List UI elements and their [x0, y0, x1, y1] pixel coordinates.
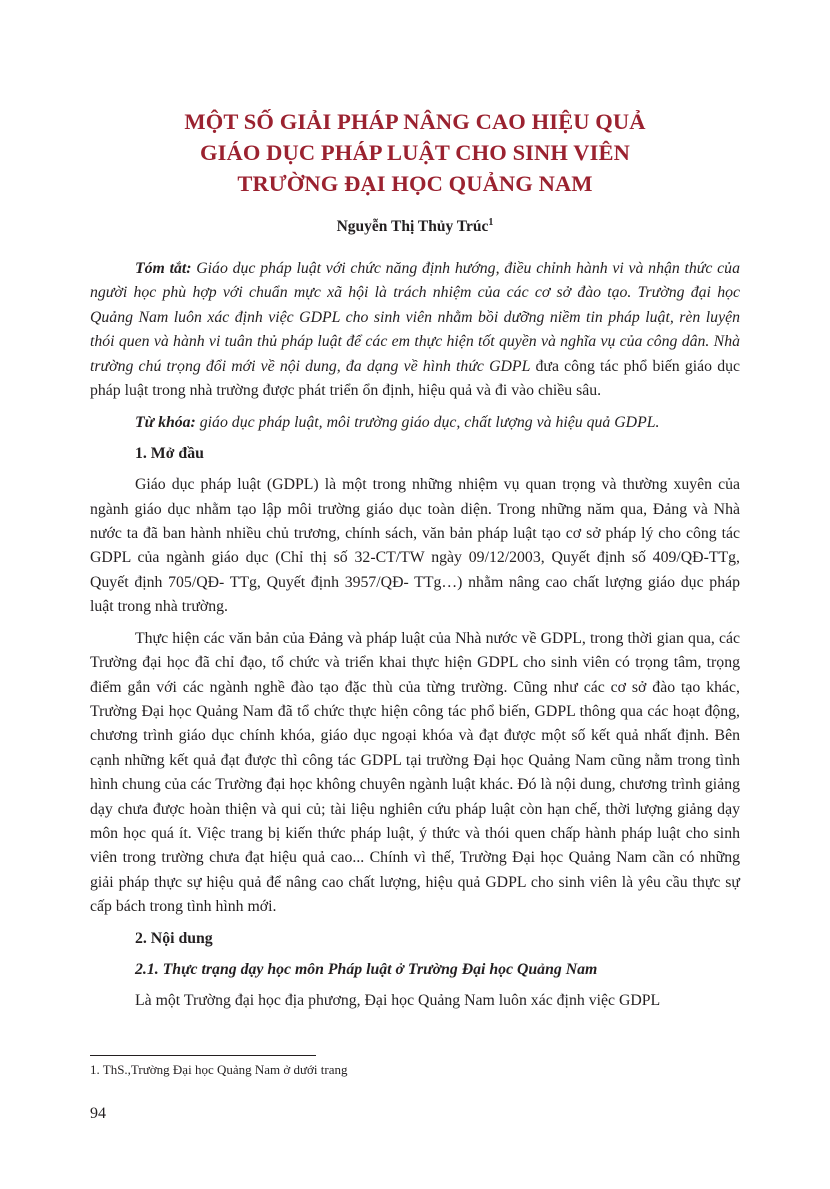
keywords-label: Từ khóa:	[135, 414, 196, 432]
page-number: 94	[90, 1105, 106, 1122]
abstract-label: Tóm tắt:	[135, 260, 192, 277]
abstract-text-tail: đưa công tác phổ biến giáo dục pháp luật trong nhà trường được phát triển ổn định, hiệu quả và đi vào chiều sâu.	[90, 357, 741, 400]
section-heading-intro: 1. Mở đầu	[135, 444, 204, 462]
paragraph: Là một Trường đại học địa phương, Đại học Quảng Nam luôn xác định việc GDPL	[135, 992, 661, 1010]
paragraph: Thực hiện các văn bản của Đảng và pháp luật của Nhà nước về GDPL, trong thời gian qua, các Trường đại học đã chỉ đạo, tổ chức và triển khai thực hiện GDPL cho sinh viên có trọng tâm, trọng điểm gắn với các ngành nghề đào tạo đặc thù của từng trường. Cũng như các cơ sở đào tạo khác, Trường Đại học Quảng Nam đã tổ chức thực hiện công tác phổ biến, GDPL thông qua các hoạt động, chương trình giáo dục chính khóa, giáo dục ngoại khóa và đạt được một số kết quả nhất định. Bên cạnh những kết quả đạt được thì công tác GDPL tại trường Đại học Quảng Nam cũng nằm trong tình hình chung của các Trường đại học không chuyên ngành luật khác. Đó là nội dung, chương trình giảng dạy chưa được hoàn thiện và qui củ; tài liệu nghiên cứu pháp luật còn hạn chế, thời lượng giảng dạy môn học quá ít. Việc trang bị kiến thức pháp luật, ý thức và thói quen chấp hành pháp luật cho sinh viên trong trường chưa đạt hiệu quả cao... Chính vì thế, Trường Đại học Quảng Nam cần có những giải pháp thực sự hiệu quả để nâng cao chất lượng, hiệu quả GDPL cho sinh viên là yêu cầu thực sự cấp bách trong tình hình mới.	[90, 629, 740, 916]
paper-title	[90, 106, 740, 199]
keywords-text: giáo dục pháp luật, môi trường giáo dục, chất lượng và hiệu quả GDPL.	[195, 414, 660, 432]
abstract	[90, 257, 740, 403]
footnote: 1. ThS.,Trường Đại học Quảng Nam ở dưới trang	[90, 1062, 348, 1077]
section-heading-content: 2. Nội dung	[135, 929, 213, 947]
author-line	[90, 217, 740, 236]
article-body	[90, 257, 740, 1021]
keywords	[90, 411, 740, 435]
paragraph: Giáo dục pháp luật (GDPL) là một trong những nhiệm vụ quan trọng và thường xuyên của ngành giáo dục nhằm tạo lập môi trường giáo dục toàn diện. Trong những năm qua, Đảng và Nhà nước ta đã ban hành nhiều chủ trương, chính sách, văn bản pháp luật tạo cơ sở pháp lý cho công tác GDPL của ngành giáo dục (Chỉ thị số 32-CT/TW ngày 09/12/2003, Quyết định số 409/QĐ-TTg, Quyết định 705/QĐ- TTg, Quyết định 3957/QĐ- TTg…) nhằm nâng cao chất lượng giáo dục pháp luật trong nhà trường.	[90, 476, 740, 616]
author-footnote-mark: 1	[488, 217, 494, 228]
title-line-2: GIÁO DỤC PHÁP LUẬT CHO SINH VIÊN	[200, 140, 630, 165]
abstract-text: Giáo dục pháp luật với chức năng định hướng, điều chỉnh hành vi và nhận thức của người học phù hợp với chuẩn mực xã hội là trách nhiệm của các cơ sở đào tạo. Trường đại học Quảng Nam luôn xác định việc GDPL cho sinh viên nhằm bồi dưỡng niềm tin pháp luật, rèn luyện thói quen và hành vi tuân thủ pháp luật để các em thực hiện tốt quyền và nghĩa vụ của công dân. Nhà trường chú trọng đổi mới về nội dung, đa dạng về hình thức GDPL	[90, 260, 740, 375]
subsection-heading: 2.1. Thực trạng dạy học môn Pháp luật ở Trường Đại học Quảng Nam	[135, 960, 598, 978]
footnote-divider	[90, 1055, 316, 1056]
title-line-3: TRƯỜNG ĐẠI HỌC QUẢNG NAM	[237, 171, 593, 196]
author-name: Nguyễn Thị Thủy Trúc	[336, 218, 489, 235]
title-line-1: MỘT SỐ GIẢI PHÁP NÂNG CAO HIỆU QUẢ	[184, 109, 646, 134]
